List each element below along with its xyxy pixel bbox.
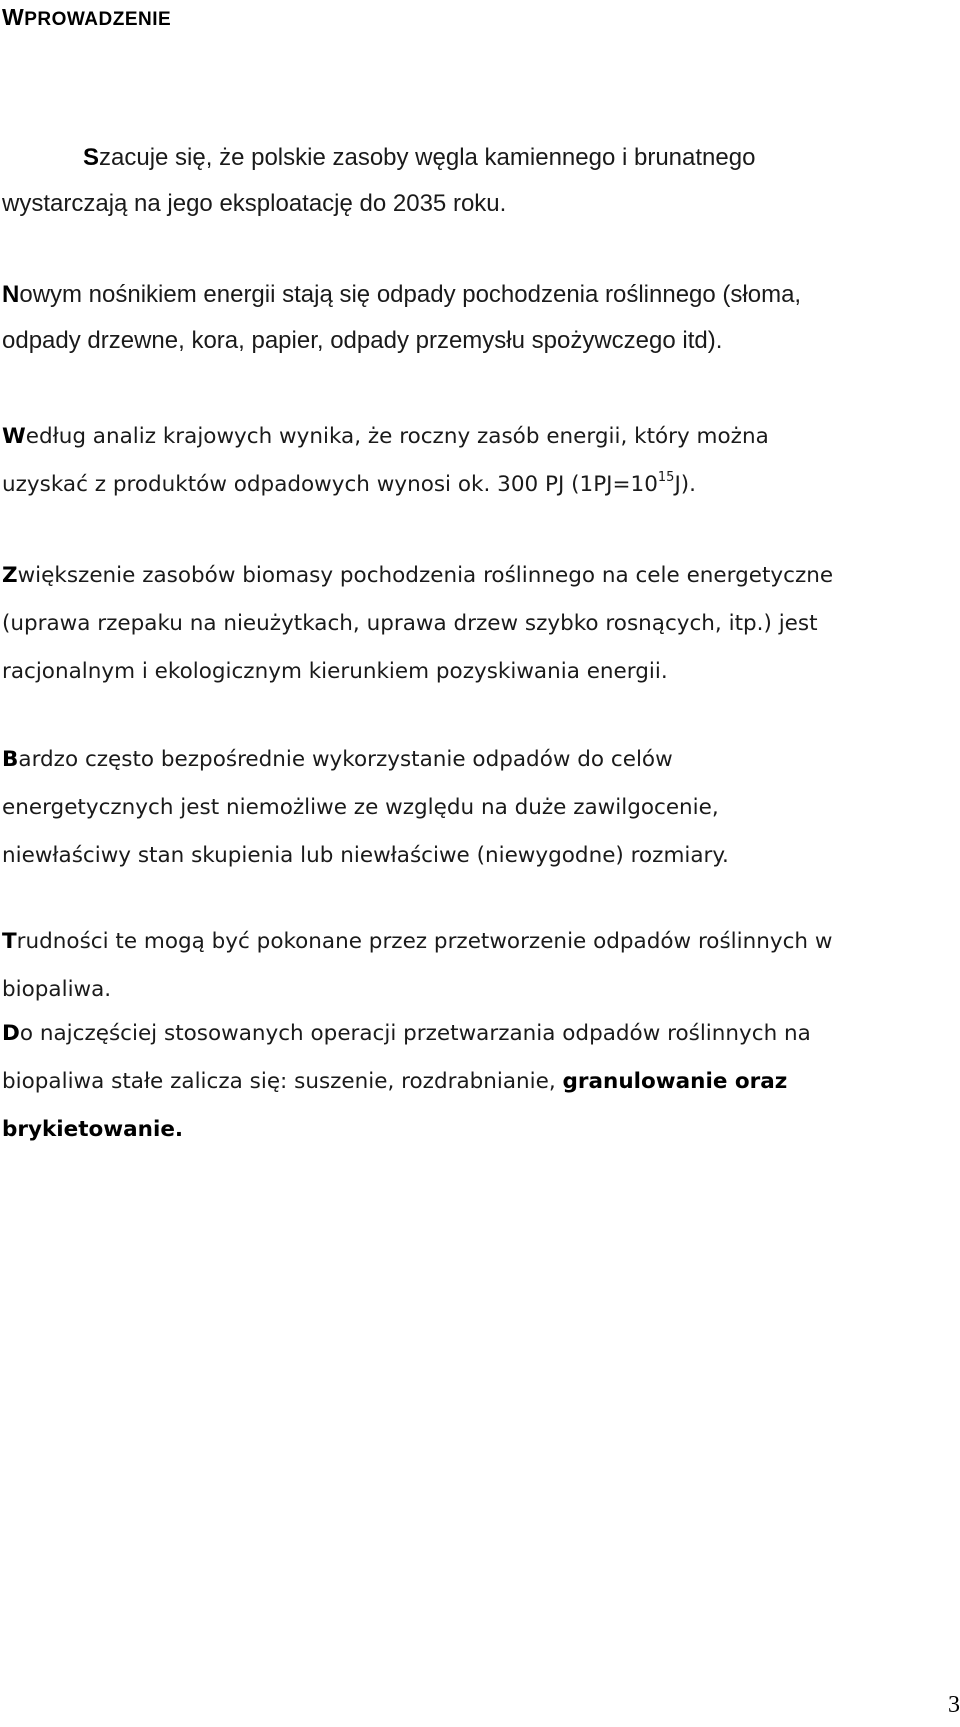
line-text: rudności te mogą być pokonane przez przetworzenie odpadów roślinnych w <box>16 929 833 954</box>
paragraph-direct-use <box>2 736 952 880</box>
drop-initial: B <box>2 747 19 772</box>
bold-term: brykietowanie. <box>2 1117 184 1142</box>
paragraph-line <box>2 272 952 318</box>
drop-initial: N <box>2 281 20 308</box>
paragraph-line: biopaliwa. <box>2 977 112 1002</box>
paragraph-line: wystarczają na jego eksploatację do 2035 roku. <box>2 190 507 217</box>
drop-initial: T <box>2 929 17 954</box>
drop-initial: Z <box>2 563 18 588</box>
line-text: edług analiz krajowych wynika, że roczny zasób energii, który można <box>25 424 769 449</box>
paragraph-coal-reserves <box>2 135 952 227</box>
paragraph-line <box>2 413 952 461</box>
paragraph-line <box>2 135 952 181</box>
paragraph-processing-operations <box>2 1010 952 1154</box>
drop-initial: W <box>2 424 26 449</box>
paragraph-line: odpady drzewne, kora, papier, odpady przemysłu spożywczego itd). <box>2 327 723 354</box>
paragraph-line <box>2 736 952 784</box>
paragraph-plant-waste <box>2 272 952 364</box>
line-text: o najczęściej stosowanych operacji przetwarzania odpadów roślinnych na <box>19 1021 811 1046</box>
drop-initial: D <box>2 1021 20 1046</box>
line-text: uzyskać z produktów odpadowych wynosi ok. 300 PJ (1PJ=10 <box>2 472 658 497</box>
paragraph-line: niewłaściwy stan skupienia lub niewłaściwe (niewygodne) rozmiary. <box>2 843 729 868</box>
paragraph-difficulties <box>2 918 952 1014</box>
line-text: biopaliwa stałe zalicza się: suszenie, rozdrabnianie, <box>2 1069 563 1094</box>
paragraph-line <box>2 552 952 600</box>
line-text: zacuje się, że polskie zasoby węgla kamiennego i brunatnego <box>99 144 756 171</box>
paragraph-line: (uprawa rzepaku na nieużytkach, uprawa drzew szybko rosnących, itp.) jest <box>2 611 818 636</box>
line-text: owym nośnikiem energii stają się odpady pochodzenia roślinnego (słoma, <box>19 281 802 308</box>
exponent: 15 <box>657 470 675 485</box>
paragraph-biomass <box>2 552 952 696</box>
page-number: 3 <box>948 1692 960 1718</box>
line-text: J). <box>674 472 697 497</box>
paragraph-line <box>2 918 952 966</box>
line-text: ardzo często bezpośrednie wykorzystanie odpadów do celów <box>18 747 673 772</box>
section-heading <box>2 2 171 35</box>
line-text: większenie zasobów biomasy pochodzenia roślinnego na cele energetyczne <box>17 563 834 588</box>
paragraph-energy-analysis <box>2 413 952 509</box>
heading-initial: W <box>2 4 25 30</box>
paragraph-line: racjonalnym i ekologicznym kierunkiem pozyskiwania energii. <box>2 659 668 684</box>
heading-rest: PROWADZENIE <box>24 9 172 30</box>
paragraph-line: energetycznych jest niemożliwe ze względu na duże zawilgocenie, <box>2 795 719 820</box>
paragraph-line <box>2 1010 952 1058</box>
bold-term: granulowanie oraz <box>562 1069 788 1094</box>
drop-initial: S <box>83 144 100 171</box>
paragraph-line <box>2 461 952 509</box>
paragraph-line <box>2 1058 952 1106</box>
